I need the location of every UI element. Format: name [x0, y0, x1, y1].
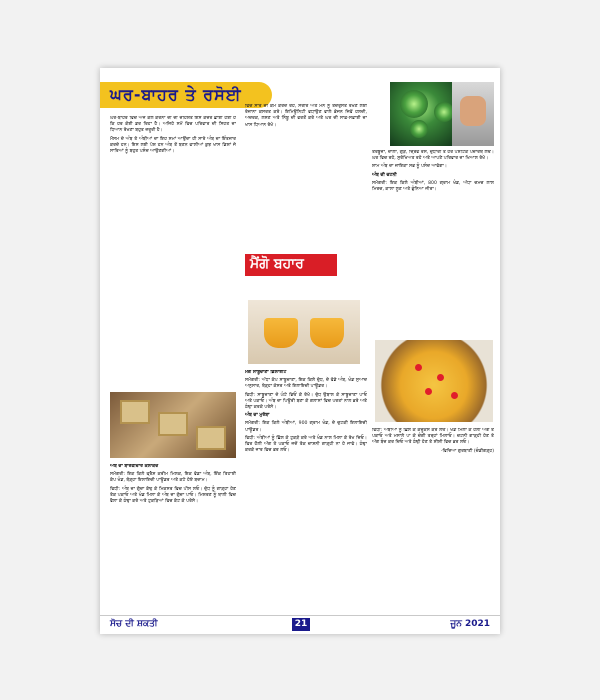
cake-slice [158, 412, 188, 436]
magazine-name: ਸੋਚ ਦੀ ਸ਼ਕਤੀ [110, 619, 158, 629]
paragraph: ਸ਼ਾਮ ਅੰਬ ਦਾ ਜ਼ਾਇਕਾ ਸਭ ਨੂੰ ਪਸੰਦ ਆਵੇਗਾ। [372, 164, 447, 170]
cherry [437, 374, 444, 381]
cake-slice [120, 400, 150, 424]
issue-date: ਜੂਨ 2021 [450, 619, 490, 629]
section-title: ਘਰ-ਬਾਹਰ ਤੇ ਰਸੋਈ [110, 85, 242, 104]
byline: -ਵਿਦਿਆ ਗੁਰਬਾਣੀ (ਚੰਡੀਗੜ੍ਹ) [440, 448, 494, 454]
cherry [425, 388, 432, 395]
cake-slice [196, 426, 226, 450]
column-1-lower [110, 464, 236, 612]
paragraph: ਸਮੱਗਰੀ: ਇਕ ਕਿਲੋ ਅੰਬੀਆਂ, 900 ਗ੍ਰਾਮ ਖੰਡ, ਦੋ ਚੁਟਕੀ ਇਲਾਇਚੀ ਪਾਊਡਰ। [245, 421, 367, 433]
virus-particle [434, 102, 454, 122]
mango-tart-photo [375, 340, 493, 422]
paragraph: ਵਿਧੀ: ਅੰਬੀਆਂ ਨੂੰ ਛਿੱਲ ਕੇ ਟੁਕੜੇ ਕਰੋ ਅਤੇ ਖੰਡ ਨਾਲ ਮਿਲਾ ਕੇ ਰੱਖ ਦਿਓ। ਫਿਰ ਹੌਲੀ ਅੱਗ ਤੇ ਪਕਾਓ ਜਦੋਂ ਤੱਕ ਚਾਸ਼ਨੀ ਗਾੜ੍ਹੀ ਨਾ ਹੋ ਜਾਵੇ। ਠੰਢਾ ਕਰਕੇ ਜਾਰ ਵਿਚ ਭਰ ਲਓ। [245, 435, 367, 454]
column-2-lower [245, 370, 367, 610]
virus-particle [410, 120, 428, 138]
paragraph: ਵਿਧੀ: ਅੰਬ ਦਾ ਗੁੱਦਾ ਕੱਢ ਕੇ ਮਿਕਸਰ ਵਿਚ ਪੀਸ ਲਓ। ਦੁੱਧ ਨੂੰ ਗਾੜ੍ਹਾ ਹੋਣ ਤੱਕ ਪਕਾਓ ਅਤੇ ਖੰਡ ਮਿਲਾ ਕੇ ਅੰਬ ਦਾ ਗੁੱਦਾ ਪਾਓ। ਮਿਸ਼ਰਣ ਨੂੰ ਥਾਲੀ ਵਿਚ ਫੈਲਾ ਕੇ ਠੰਢਾ ਕਰੋ ਅਤੇ ਟੁਕੜਿਆਂ ਵਿਚ ਕੱਟ ਕੇ ਪਰੋਸੋ। [110, 486, 236, 505]
mango-pudding-photo [248, 300, 360, 364]
cherry [451, 392, 458, 399]
page-footer [100, 615, 500, 634]
paragraph: ਸਮੱਗਰੀ: ਇਕ ਕਿਲੋ ਅੰਬੀਆਂ, 800 ਗ੍ਰਾਮ ਖੰਡ, ਅੱਧਾ ਚਮਚ ਲਾਲ ਮਿਰਚ, ਕਾਲਾ ਲੂਣ ਅਤੇ ਭੁੰਨਿਆ ਜੀਰਾ। [372, 180, 494, 193]
column-3-lower [372, 428, 494, 612]
recipe-title: ਅੰਬ ਦਾ ਮੁਰੱਬਾ [245, 413, 270, 419]
dessert-glass [310, 318, 344, 348]
paragraph: ਸਮੱਗਰੀ: ਅੱਧਾ ਕੱਪ ਸਾਬੂਦਾਣਾ, ਇਕ ਕਿਲੋ ਦੁੱਧ, ਦੋ ਵੱਡੇ ਅੰਬ, ਖੰਡ ਸੁਆਦ ਅਨੁਸਾਰ, ਥੋੜ੍ਹਾ ਕੇਸਰ ਅਤੇ ਇਲਾਇਚੀ ਪਾਊਡਰ। [245, 378, 367, 390]
recipe-title: ਅੰਬ ਦਾ ਬਾਰਫੀਦਾਰ ਕਲਾਕੰਦ [110, 464, 159, 469]
column-3 [372, 150, 494, 336]
cherry [415, 364, 422, 371]
dessert-glass [264, 318, 298, 348]
mango-banner [245, 254, 337, 276]
banner-title: ਮੈਂਗੋ ਬਹਾਰ [250, 256, 304, 272]
paragraph: ਵਿਚ ਸਾਰੇ ਦੀ ਕੰਮ ਕਰਦੇ ਰਹੋ, ਸਰੀਰ ਅਤੇ ਮਨ ਨੂੰ ਤੰਦਰੁਸਤ ਰੱਖਣ ਲਈ ਰੋਜ਼ਾਨਾ ਕਸਰਤ ਕਰੋ। ਇਮਿਊਨਿਟੀ ਵਧਾਉਣ ਵਾਲੇ ਭੋਜਨ ਜਿਵੇਂ ਹਲਦੀ, ਅਦਰਕ, ਲਸਣ ਅਤੇ ਨਿੰਬੂ ਦੀ ਵਰਤੋਂ ਕਰੋ ਅਤੇ ਘਰ ਦੀ ਸਾਫ਼-ਸਫ਼ਾਈ ਦਾ ਖਾਸ ਧਿਆਨ ਰੱਖੋ। [245, 104, 367, 128]
kalakand-photo [110, 392, 236, 458]
paragraph: ਮੌਸਮ ਦੇ ਅੰਬ ਤੇ ਅੰਬੀਆਂ ਦਾ ਇਹ ਸਮਾਂ ਆਉਂਦਾ ਹੀ ਸਾਰੇ ਅੰਬ ਦਾ ਇੰਤਜ਼ਾਰ ਕਰਦੇ ਹਨ। ਇਸ ਲਈ ਪੇਸ਼ ਹਨ ਅੰਬ ਤੋਂ ਬਣਨ ਵਾਲੀਆਂ ਕੁਝ ਖਾਸ ਡਿਸ਼ਾਂ ਜੋ ਸਾਰਿਆਂ ਨੂੰ ਬਹੁਤ ਪਸੰਦ ਆਉਣਗੀਆਂ। [110, 136, 236, 155]
paragraph: ਤਰਬੂਜ਼ਾਂ, ਦਾਲਾਂ, ਗੁੜ, ਦ੍ਰਿਵ ਰਸ, ਦੁਧਾਰੀ ਤੇ ਹੋਰ ਪੌਸ਼ਟਿਕ ਪਦਾਰਥ ਲਓ। ਘਰ ਵਿਚ ਰਹੋ, ਸੁਰੱਖਿਅਤ ਰਹੋ ਅਤੇ ਆਪਣੇ ਪਰਿਵਾਰ ਦਾ ਖਿਆਲ ਰੱਖੋ। [372, 150, 494, 162]
paragraph: ਘਰ-ਬਾਹਰ ਵਿਚ ਅੱਜ ਕੱਲ ਕੋਰੋਨਾ ਦੀ ਦੀ ਦਹਿਸ਼ਤ ਇਸ ਕਦਰ ਛਾਈ ਹੋਈ ਹੈ ਕਿ ਹਰ ਕੋਈ ਡਰ ਰਿਹਾ ਹੈ। ਅਜਿਹੇ ਸਮੇਂ ਵਿਚ ਪਰਿਵਾਰ ਦੀ ਸਿਹਤ ਦਾ ਧਿਆਨ ਰੱਖਣਾ ਬਹੁਤ ਜ਼ਰੂਰੀ ਹੈ। [110, 116, 236, 134]
paragraph: ਵਿਧੀ: ਅੰਬੀਆਂ ਨੂੰ ਛਿੱਲ ਕੇ ਕੱਦੂਕਸ ਕਰ ਲਓ। ਖੰਡ ਮਿਲਾ ਕੇ ਹੌਲੀ ਅੱਗ ਤੇ ਪਕਾਓ ਅਤੇ ਮਸਾਲੇ ਪਾ ਕੇ ਚੰਗੀ ਤਰ੍ਹਾਂ ਮਿਲਾਓ। ਚਟਨੀ ਗਾੜ੍ਹੀ ਹੋਣ ਤੇ ਅੱਗ ਬੰਦ ਕਰ ਦਿਓ ਅਤੇ ਠੰਢੀ ਹੋਣ ਤੇ ਸ਼ੀਸ਼ੀ ਵਿਚ ਭਰ ਲਓ। [372, 428, 494, 446]
magazine-page [100, 68, 500, 634]
recipe-title: ਮੈਂਗੋ ਸਾਬੂਦਾਣਾ ਡਿਲਾਈਟ [245, 370, 287, 375]
paragraph: ਸਮੱਗਰੀ: ਇਕ ਕਿਲੋ ਫ੍ਰੈਸ਼ ਕਰੀਮ ਮਿਲਕ, ਇਕ ਵੱਡਾ ਅੰਬ, ਇੱਕ ਤਿਹਾਈ ਕੱਪ ਖੰਡ, ਥੋੜ੍ਹਾ ਇਲਾਇਚੀ ਪਾਊਡਰ ਅਤੇ ਕਟੇ ਹੋਏ ਬਦਾਮ। [110, 472, 236, 484]
column-1 [110, 116, 236, 264]
fist-photo [452, 82, 494, 146]
virus-particle [400, 90, 428, 118]
recipe-title: ਅੰਬ ਦੀ ਚਟਨੀ [372, 172, 397, 178]
page-number: 21 [292, 618, 310, 631]
paragraph: ਵਿਧੀ: ਸਾਬੂਦਾਣਾ ਦੋ ਘੰਟੇ ਭਿਓਂ ਕੇ ਰੱਖੋ। ਦੁੱਧ ਉਬਾਲ ਕੇ ਸਾਬੂਦਾਣਾ ਪਾਓ ਅਤੇ ਪਕਾਓ। ਅੰਬ ਦਾ ਪਿਊਰੀ ਬਣਾ ਕੇ ਗਲਾਸਾਂ ਵਿਚ ਪਰਤਾਂ ਨਾਲ ਭਰੋ ਅਤੇ ਠੰਢਾ ਕਰਕੇ ਪਰੋਸੋ। [245, 392, 367, 411]
fist-shape [460, 96, 486, 126]
column-2 [245, 104, 367, 252]
